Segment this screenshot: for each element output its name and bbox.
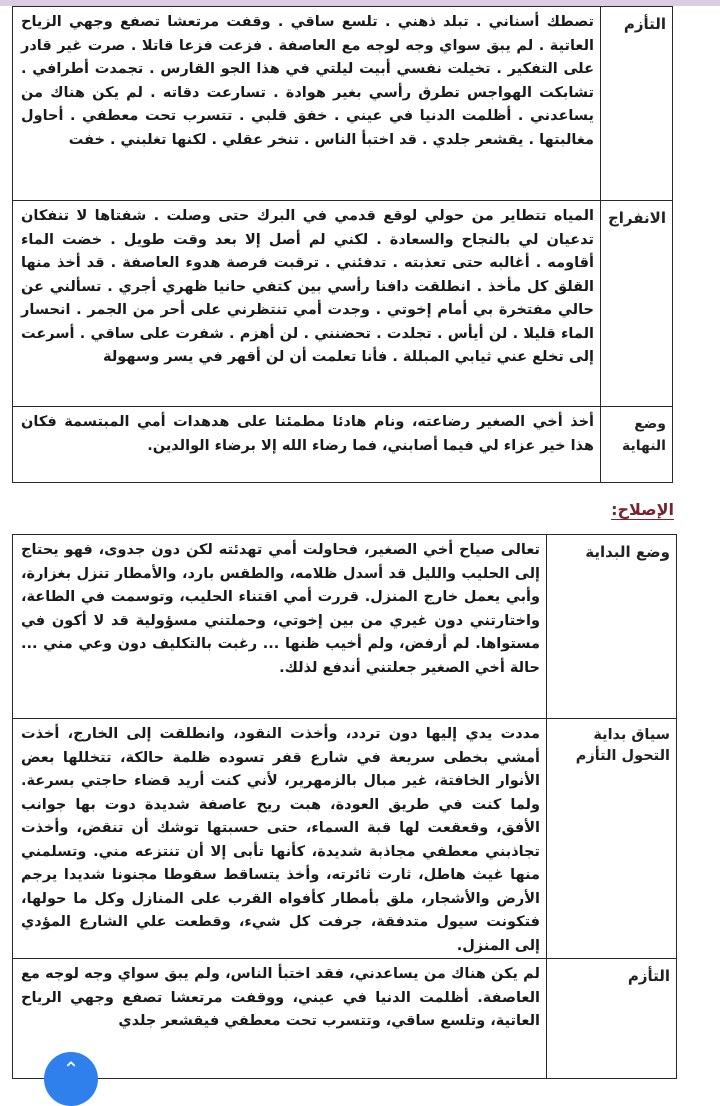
- row-label: وضع النهاية: [601, 407, 673, 483]
- row-text: أخذ أخي الصغير رضاعته، ونام هادئا مطمئنا على هدهدات أمي المبتسمة فكان هذا خير عزاء لي فيما أصابني، فما رضاء الله إلا برضاء الوالدين.: [13, 407, 601, 483]
- correction-heading: الإصلاح:: [611, 500, 674, 519]
- plan-table-original: [12, 6, 673, 483]
- row-label: التأزم: [547, 959, 677, 1079]
- row-label: سياق بداية التحول التأزم: [547, 719, 677, 959]
- scroll-up-button[interactable]: [44, 1052, 98, 1106]
- row-label: التأزم: [601, 7, 673, 201]
- table-row: [13, 719, 677, 959]
- row-text: مددت يدي إليها دون تردد، وأخذت النقود، وانطلقت إلى الخارج، أخذت أمشي بخطى سريعة في شارع قفر تسوده ظلمة حالكة، تتخللها بعض الأنوار الخافتة، غير مبال بالزمهرير، لأني كنت أريد قضاء حاجتي بسرعة. ولما كنت في طريق العودة، هبت ريح عاصفة شديدة دوت بها جوانب الأفق، وقعقعت لها قبة السماء، حتى حسبتها توشك أن تنقض، وأخذت تجاذبني معطفي مجاذبة شديدة، كأنها تأبى إلا أن تنتزعه مني. وتسلمني منها غيث هاطل، ثارت ثائرته، وأخذ يتساقط سقوطا مجنونا شديدا يرجم الأرض والأشجار، ملق بأمطار كأفواه القرب على المنازل وكل ما حولها، فتكونت سيول متدفقة، جرفت كل شيء، وقطعت علي الشارع المؤدي إلى المنزل.: [13, 719, 547, 959]
- table-row: [13, 959, 677, 1079]
- table-row: [13, 535, 677, 719]
- row-label: الانفراج: [601, 201, 673, 407]
- plan-table-correction: [12, 534, 677, 1079]
- table-row: [13, 7, 673, 201]
- row-text: لم يكن هناك من يساعدني، فقد اختبأ الناس، ولم يبق سواي وجه لوجه مع العاصفة. أظلمت الدنيا في عيني، ووقفت مرتعشا تصفع وجهي الرياح العاتية، وتلسع ساقي، وتتسرب تحت معطفي فيقشعر جلدي: [13, 959, 547, 1079]
- table-row: [13, 407, 673, 483]
- table-row: [13, 201, 673, 407]
- arrow-up-icon: ⌃: [62, 1057, 80, 1081]
- row-text: تصطك أسناني . تبلد ذهني . تلسع ساقي . وقفت مرتعشا تصفع وجهي الزياح العاتية . لم يبق سواي وجه لوجه مع العاصفة . فزعت فزعا قاتلا . صرت غير قادر على التفكير . تخيلت نفسي أبيت ليلتي في هذا الجو القارس . تجمدت أطرافي . تشابكت الهواجس تطرق رأسي بغير هوادة . تسارعت دقاته . لم يكن هناك من يساعدني . أظلمت الدنيا في عيني . خفق قلبي . تتسرب تحت معطفي . أحاول مغالبتها . يقشعر جلدي . قد اختبأ الناس . تنخر عقلي . لكنها تغلبني . خفت: [13, 7, 601, 201]
- row-text: تعالى صياح أخي الصغير، فحاولت أمي تهدئته لكن دون جدوى، فهو يحتاج إلى الحليب والليل قد أسدل ظلامه، والطقس بارد، والأمطار تنزل بغزارة، وأبي يعمل خارج المنزل. قررت أمي اقتناء الحليب، وتوسمت في الطاعة، واختارتني دون غيري من بين إخوتي، وحملتني مسؤولية قد لا أكون في مستواها. لم أرفض، ولم أخيب ظنها ... رغبت بالتكليف دون وعي مني ... حالة أخي الصغير جعلتني أندفع لذلك.: [13, 535, 547, 719]
- row-label: وضع البداية: [547, 535, 677, 719]
- row-text: المياه تتطاير من حولي لوقع قدمي في البرك حتى وصلت . شفتاها لا تنفكان تدعيان لي بالنجاح والسعادة . لكني لم أصل إلا بعد وقت طويل . خضت الماء أقاومه . أغالبه حتى تعذبته . تدفئني . ترقبت فرصة هدوء العاصفة . قد أخذ منها القلق كل مأخذ . انطلقت دافنا رأسي بين كتفي حانيا ظهري أجري . تسألني عن حالي مفتخرة بي أمام إخوتي . وجدت أمي تنتظرني على أحر من الجمر . انحسار الماء قليلا . لن أيأس . تجلدت . تحضنني . لن أهزم . شفرت على ساقي . أسرعت إلى تخلع عني ثيابي المبللة . فأنا تعلمت أن لن أقهر في يسر وسهولة: [13, 201, 601, 407]
